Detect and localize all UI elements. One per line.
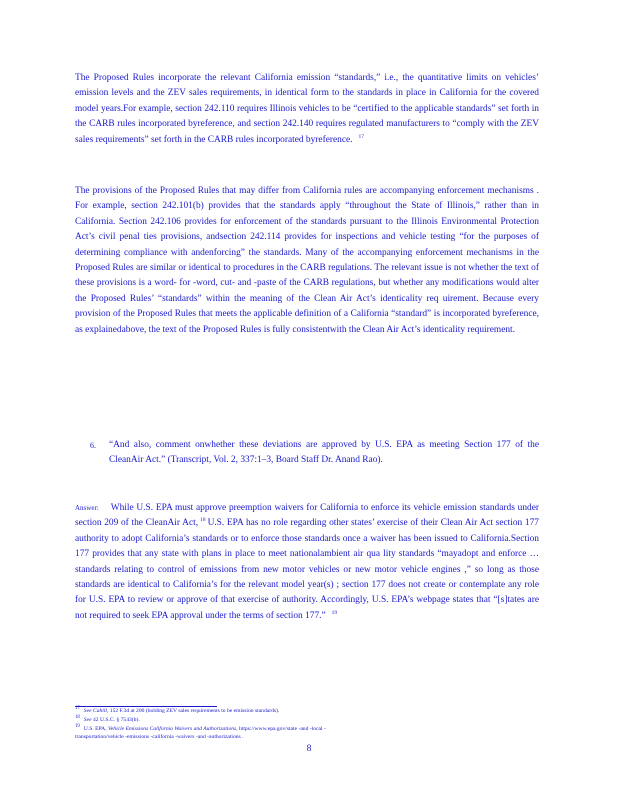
- footnote-number: 18: [75, 715, 80, 721]
- footnote-17: [75, 707, 545, 715]
- footnote-19: [75, 725, 545, 742]
- answer-paragraph: [75, 501, 539, 624]
- footnote-title: Vehicle Emissions California Waivers and Authorizations: [108, 726, 237, 732]
- paragraph-text: The Proposed Rules incorporate the relevant California emission “standards,” i.e., the quantitative limits on vehicles’ emission levels and the ZEV sales requirements, in identical form to the standards in place in California for the covered model years.For example, section 242.110 requires Illinois vehicles to be “certified to the applicable standards” set forth in the CARB rules incorporated byreference, and section 242.140 requires regulated manufacturers to “comply with the ZEV sales requirements” set forth in the CARB rules incorporated byreference.: [75, 73, 539, 145]
- paragraph-text: The provisions of the Proposed Rules that may differ from California rules are accompanying enforcement mechanisms . For example, section 242.101(b) provides that the standards apply “throughout the State of Illinois,” rather than in California. Section 242.106 provides for enforcement of the standards pursuant to the Illinois Environmental Protection Act’s civil penal ties provisions, andsection 242.114 provides for inspections and vehicle testing “for the purposes of determining compliance with andenforcing” the standards. Many of the accompanying enforcement mechanisms in the Proposed Rules are similar or identical to procedures in the CARB regulations. The relevant issue is not whether the text of these provisions is a word- for -word, cut- and -paste of the CARB regulations, but whether any modifications would alter the Proposed Rules’ “standards” within the meaning of the Clean Air Act’s identicality req uirement. Because every provision of the Proposed Rules that meets the applicable definition of a California “standard” is incorporated byreference, as explainedabove, the text of the Proposed Rules is fully consistentwith the Clean Air Act’s identicality requirement.: [75, 186, 539, 335]
- answer-label: Answer:: [75, 504, 99, 512]
- answer-text-a: While U.S. EPA must approve preemption waivers for California to enforce its vehicle emission standards under section 209 of the CleanAir Act,: [75, 503, 539, 529]
- item-text: “And also, comment onwhether these deviations are approved by U.S. EPA as meeting Section 177 of the CleanAir Act.” (Transcript, Vol. 2, 337:1–3, Board Staff Dr. Anand Rao).: [109, 440, 539, 466]
- footnote-lead: U.S. EPA,: [83, 726, 107, 732]
- footnote-url[interactable]: , https://www.epa.gov/state -and -local -: [236, 726, 326, 732]
- footnote-text: 42 U.S.C. § 7543(b).: [92, 717, 140, 723]
- question-item-6: [75, 438, 539, 469]
- footnote-ref-18[interactable]: 18: [200, 517, 206, 524]
- footnote-number: 19: [75, 724, 80, 730]
- footnote-number: 17: [75, 706, 80, 712]
- page-number: 8: [306, 744, 312, 754]
- paragraph-standards-incorporation: [75, 71, 539, 148]
- footnote-ref-17[interactable]: 17: [358, 133, 365, 140]
- paragraph-enforcement-mechanisms: [75, 184, 539, 338]
- item-number: 6.: [90, 441, 96, 450]
- footnote-ref-19[interactable]: 19: [331, 609, 338, 616]
- footnote-case-name: Cahill: [92, 708, 107, 714]
- footnote-text: , 152 F.3d at 200 (holding ZEV sales requirements to be emission standards).: [106, 708, 280, 714]
- footnote-url-continued[interactable]: transportation/vehicle -emissions -california -waivers -and -authorizations .: [75, 734, 244, 741]
- answer-text-b: U.S. EPA has no role regarding other states’ exercise of their Clean Air Act section 177 authority to adopt California’s standards or to enforce those standards once a waiver has been issued to California.Section 177 provides that any state with plans in place to meet nationalambient air qua lity standards “mayadopt and enforce … standards relating to control of emissions from new motor vehicles or new motor vehicle engines ,” so long as those standards are identical to California’s for the relevant model year(s) ; section 177 does not create or contemplate any role for U.S. EPA to review or approve of that exercise of authority. Accordingly, U.S. EPA’s webpage states that “[s]tates are not required to seek EPA approval under the terms of section 177.”: [75, 518, 539, 621]
- footnote-signal: See: [83, 717, 92, 723]
- footnote-18: [75, 716, 545, 724]
- footnote-signal: See: [83, 708, 92, 714]
